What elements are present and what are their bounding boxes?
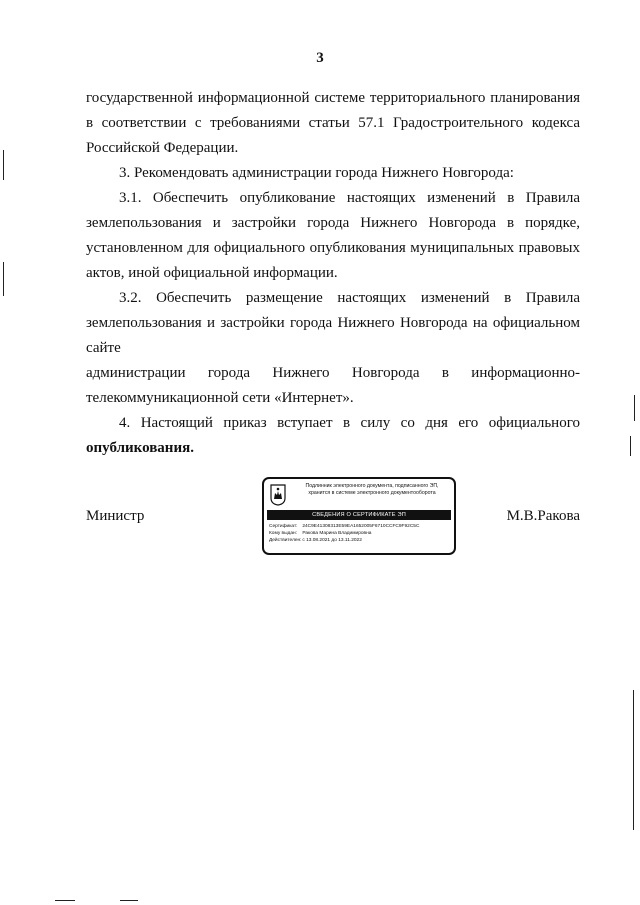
paragraph-line: 4. Настоящий приказ вступает в силу со дня его официального	[119, 415, 580, 431]
paragraph-line: администрации города Нижнего Новгорода в информационно-	[86, 365, 580, 381]
scan-artifact	[55, 900, 75, 901]
owner-label: Кому выдан:	[269, 531, 297, 536]
paragraph-line: государственной информационной системе территориального планирования	[86, 90, 580, 106]
validity-row	[269, 537, 453, 544]
certificate-value: 24C9E41308313E59EA1652005F6710CCFC9F92C5C	[302, 524, 420, 529]
certificate-details	[269, 523, 453, 544]
paragraph-line: актов, иной официальной информации.	[86, 265, 338, 281]
paragraph-line: 3. Рекомендовать администрации города Нижнего Новгорода:	[119, 165, 514, 181]
stamp-note-line: Подлинник электронного документа, подписанного ЭП,	[305, 483, 439, 489]
paragraph-line: опубликования.	[86, 440, 194, 456]
certificate-row	[269, 523, 453, 530]
document-body	[86, 86, 580, 461]
validity-value: с 13.08.2021 до 13.11.2022	[302, 538, 362, 543]
paragraph-line: землепользования и застройки города Нижнего Новгорода в порядке,	[86, 215, 580, 231]
paragraph-line: 3.2. Обеспечить размещение настоящих изменений в Правила	[119, 290, 580, 306]
stamp-note	[290, 483, 454, 497]
paragraph-line: Российской Федерации.	[86, 140, 239, 156]
page-number: 3	[316, 50, 324, 66]
stamp-header-band: СВЕДЕНИЯ О СЕРТИФИКАТЕ ЭП	[267, 510, 451, 520]
scan-artifact	[633, 690, 634, 830]
owner-row	[269, 530, 453, 537]
electronic-signature-stamp	[262, 477, 456, 555]
scan-artifact	[3, 262, 4, 296]
scan-artifact	[630, 436, 631, 456]
stamp-note-line: хранится в системе электронного документооборота	[308, 490, 436, 496]
scan-artifact	[3, 150, 4, 180]
validity-label: Действителен:	[269, 538, 302, 543]
signatory-title: Министр	[86, 508, 145, 524]
owner-value: Ракова Марина Владимировна	[302, 531, 372, 536]
coat-of-arms-icon	[270, 484, 286, 506]
certificate-label: Сертификат:	[269, 524, 298, 529]
scan-artifact	[120, 900, 138, 901]
paragraph-line: в соответствии с требованиями статьи 57.1 Градостроительного кодекса	[86, 115, 580, 131]
signatory-name: М.В.Ракова	[506, 508, 580, 524]
paragraph-line: землепользования и застройки города Нижнего Новгорода на официальном сайте	[86, 315, 580, 356]
paragraph-line: телекоммуникационной сети «Интернет».	[86, 390, 354, 406]
scan-artifact	[634, 395, 635, 421]
paragraph-line: установленном для официального опубликования муниципальных правовых	[86, 240, 580, 256]
paragraph-line: 3.1. Обеспечить опубликование настоящих изменений в Правила	[119, 190, 580, 206]
